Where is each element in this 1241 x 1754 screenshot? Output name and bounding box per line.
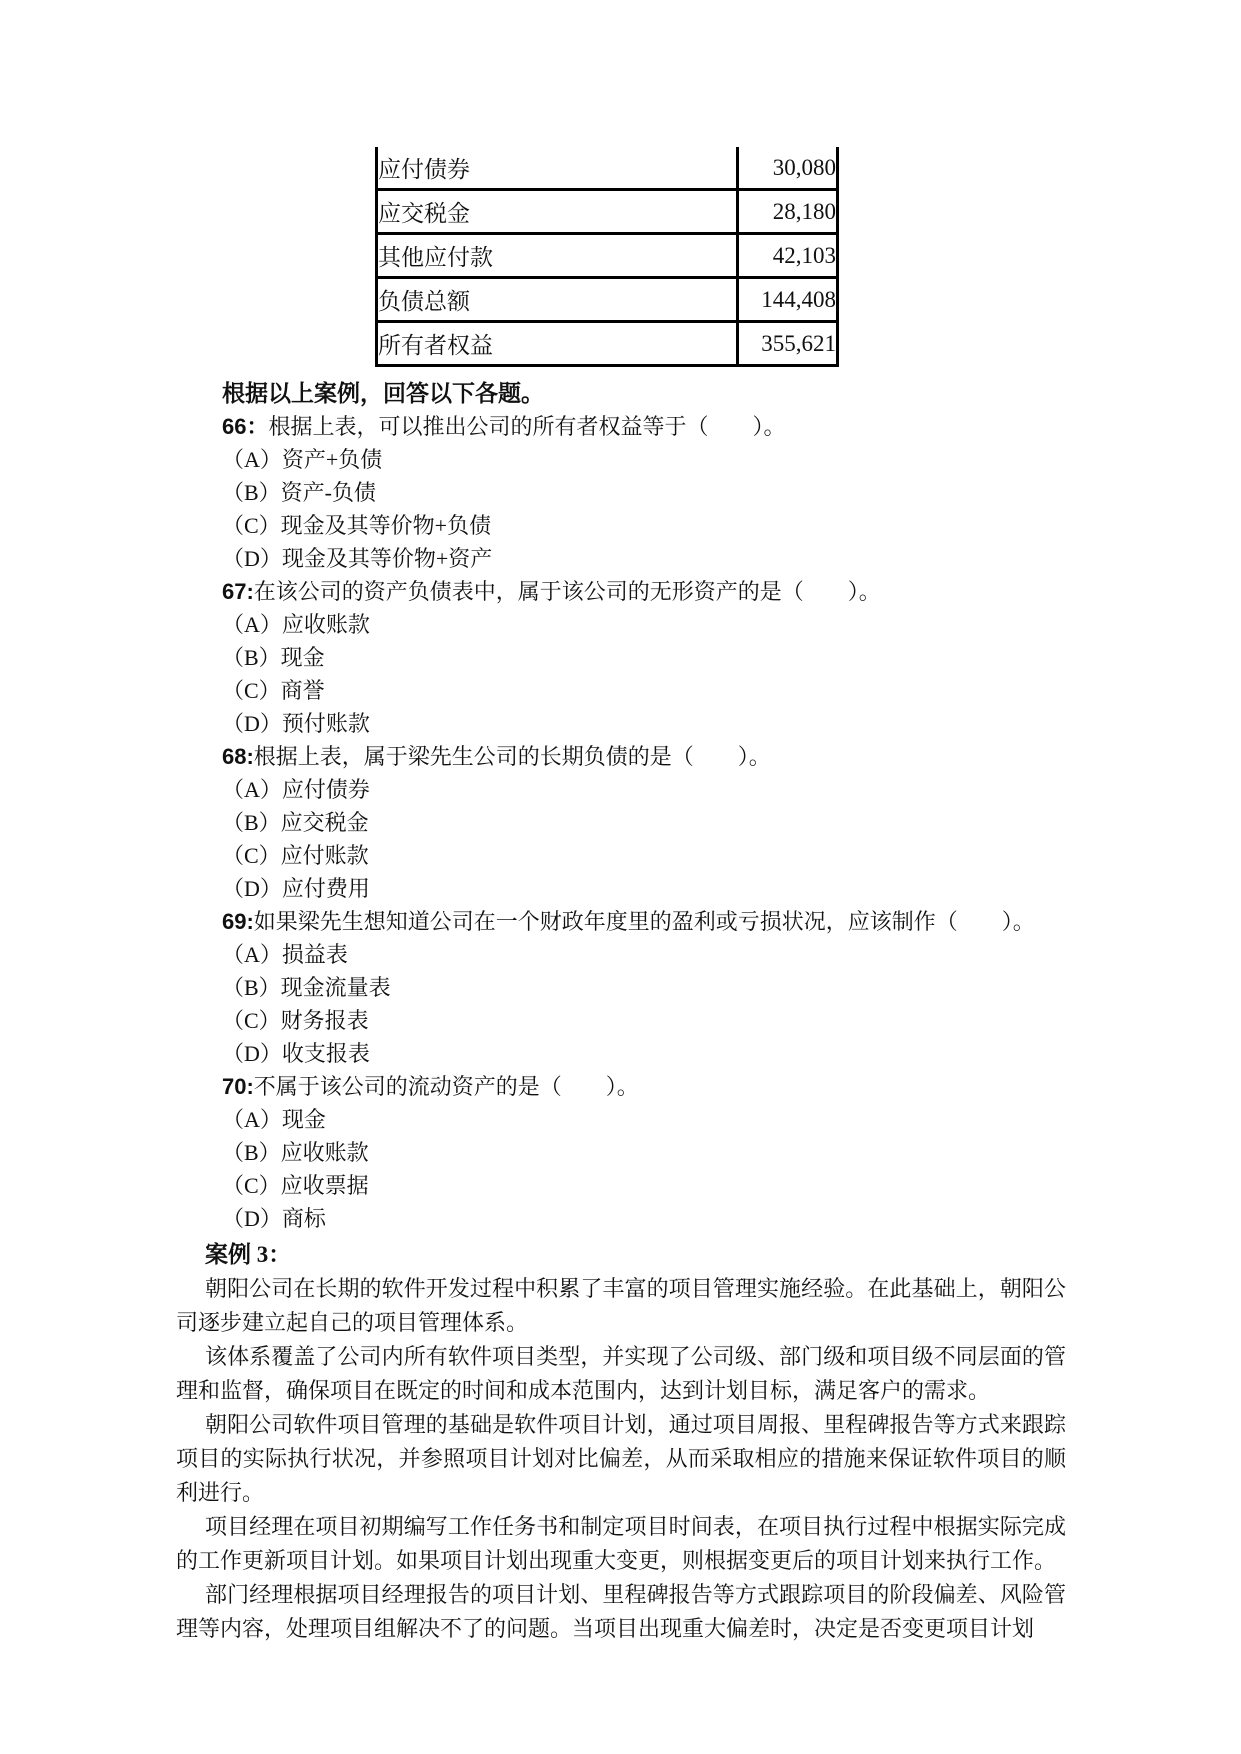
- option-c: （C）商誉: [222, 678, 325, 703]
- question-number: 68:: [222, 744, 254, 769]
- case-title: 案例 3：: [205, 1242, 292, 1267]
- table-cell-value: 42,103: [738, 234, 838, 278]
- option-b: （B）应交税金: [222, 810, 369, 835]
- question-text: 如果梁先生想知道公司在一个财政年度里的盈利或亏损状况，应该制作（ ）。: [253, 909, 1035, 934]
- table-row: [377, 190, 838, 234]
- table-row: [377, 322, 838, 366]
- option-c: （C）应付账款: [222, 843, 369, 868]
- option-a: （A）资产+负债: [222, 447, 383, 472]
- table-cell-label: 所有者权益: [377, 322, 738, 366]
- table-row: [377, 278, 838, 322]
- option-c: （C）现金及其等价物+负债: [222, 513, 492, 538]
- question-stem: [176, 905, 1066, 938]
- option-a: （A）现金: [222, 1107, 326, 1132]
- question-66: [176, 410, 1066, 575]
- option-a: （A）应收账款: [222, 612, 370, 637]
- section-intro: 根据以上案例，回答以下各题。: [222, 381, 544, 406]
- case-paragraph: 该体系覆盖了公司内所有软件项目类型，并实现了公司级、部门级和项目级不同层面的管理和监督，确保项目在既定的时间和成本范围内，达到计划目标，满足客户的需求。: [176, 1344, 1066, 1403]
- page-content: [176, 147, 1066, 1646]
- case-paragraph: 项目经理在项目初期编写工作任务书和制定项目时间表，在项目执行过程中根据实际完成的工作更新项目计划。如果项目计划出现重大变更，则根据变更后的项目计划来执行工作。: [176, 1514, 1066, 1573]
- option-d: （D）收支报表: [222, 1041, 370, 1066]
- question-text: 不属于该公司的流动资产的是（ ）。: [253, 1074, 639, 1099]
- table-cell-value: 355,621: [738, 322, 838, 366]
- question-number: 66：: [222, 414, 269, 439]
- question-stem: [176, 1070, 1066, 1103]
- case-3-section: [176, 1238, 1066, 1646]
- question-69: [176, 905, 1066, 1070]
- option-d: （D）应付费用: [222, 876, 370, 901]
- case-paragraph: 朝阳公司在长期的软件开发过程中积累了丰富的项目管理实施经验。在此基础上，朝阳公司逐步建立起自己的项目管理体系。: [176, 1276, 1066, 1335]
- financial-table: [375, 147, 839, 367]
- option-a: （A）损益表: [222, 942, 348, 967]
- question-70: [176, 1070, 1066, 1235]
- option-b: （B）现金流量表: [222, 975, 391, 1000]
- question-number: 70:: [222, 1074, 254, 1099]
- option-b: （B）现金: [222, 645, 325, 670]
- question-text: 根据上表，属于梁先生公司的长期负债的是（ ）。: [253, 744, 771, 769]
- question-text: 根据上表，可以推出公司的所有者权益等于（ ）。: [268, 414, 786, 439]
- question-stem: [176, 575, 1066, 608]
- option-c: （C）应收票据: [222, 1173, 369, 1198]
- question-text: 在该公司的资产负债表中，属于该公司的无形资产的是（ ）。: [253, 579, 881, 604]
- question-number: 69:: [222, 909, 254, 934]
- option-d: （D）商标: [222, 1206, 326, 1231]
- case-paragraph: 部门经理根据项目经理报告的项目计划、里程碑报告等方式跟踪项目的阶段偏差、风险管理等内容，处理项目组解决不了的问题。当项目出现重大偏差时，决定是否变更项目计划: [176, 1582, 1066, 1641]
- question-68: [176, 740, 1066, 905]
- table-cell-value: 30,080: [738, 147, 838, 190]
- question-stem: [176, 410, 1066, 443]
- table-cell-label: 负债总额: [377, 278, 738, 322]
- table-cell-value: 28,180: [738, 190, 838, 234]
- table-cell-label: 应交税金: [377, 190, 738, 234]
- table-cell-value: 144,408: [738, 278, 838, 322]
- question-stem: [176, 740, 1066, 773]
- option-c: （C）财务报表: [222, 1008, 369, 1033]
- option-d: （D）预付账款: [222, 711, 370, 736]
- option-d: （D）现金及其等价物+资产: [222, 546, 493, 571]
- table-cell-label: 其他应付款: [377, 234, 738, 278]
- option-b: （B）资产-负债: [222, 480, 377, 505]
- table-row: [377, 147, 838, 190]
- option-b: （B）应收账款: [222, 1140, 369, 1165]
- question-number: 67:: [222, 579, 254, 604]
- option-a: （A）应付债券: [222, 777, 370, 802]
- case-paragraph: 朝阳公司软件项目管理的基础是软件项目计划，通过项目周报、里程碑报告等方式来跟踪项目的实际执行状况，并参照项目计划对比偏差，从而采取相应的措施来保证软件项目的顺利进行。: [176, 1412, 1066, 1505]
- question-67: [176, 575, 1066, 740]
- table-cell-label: 应付债券: [377, 147, 738, 190]
- table-row: [377, 234, 838, 278]
